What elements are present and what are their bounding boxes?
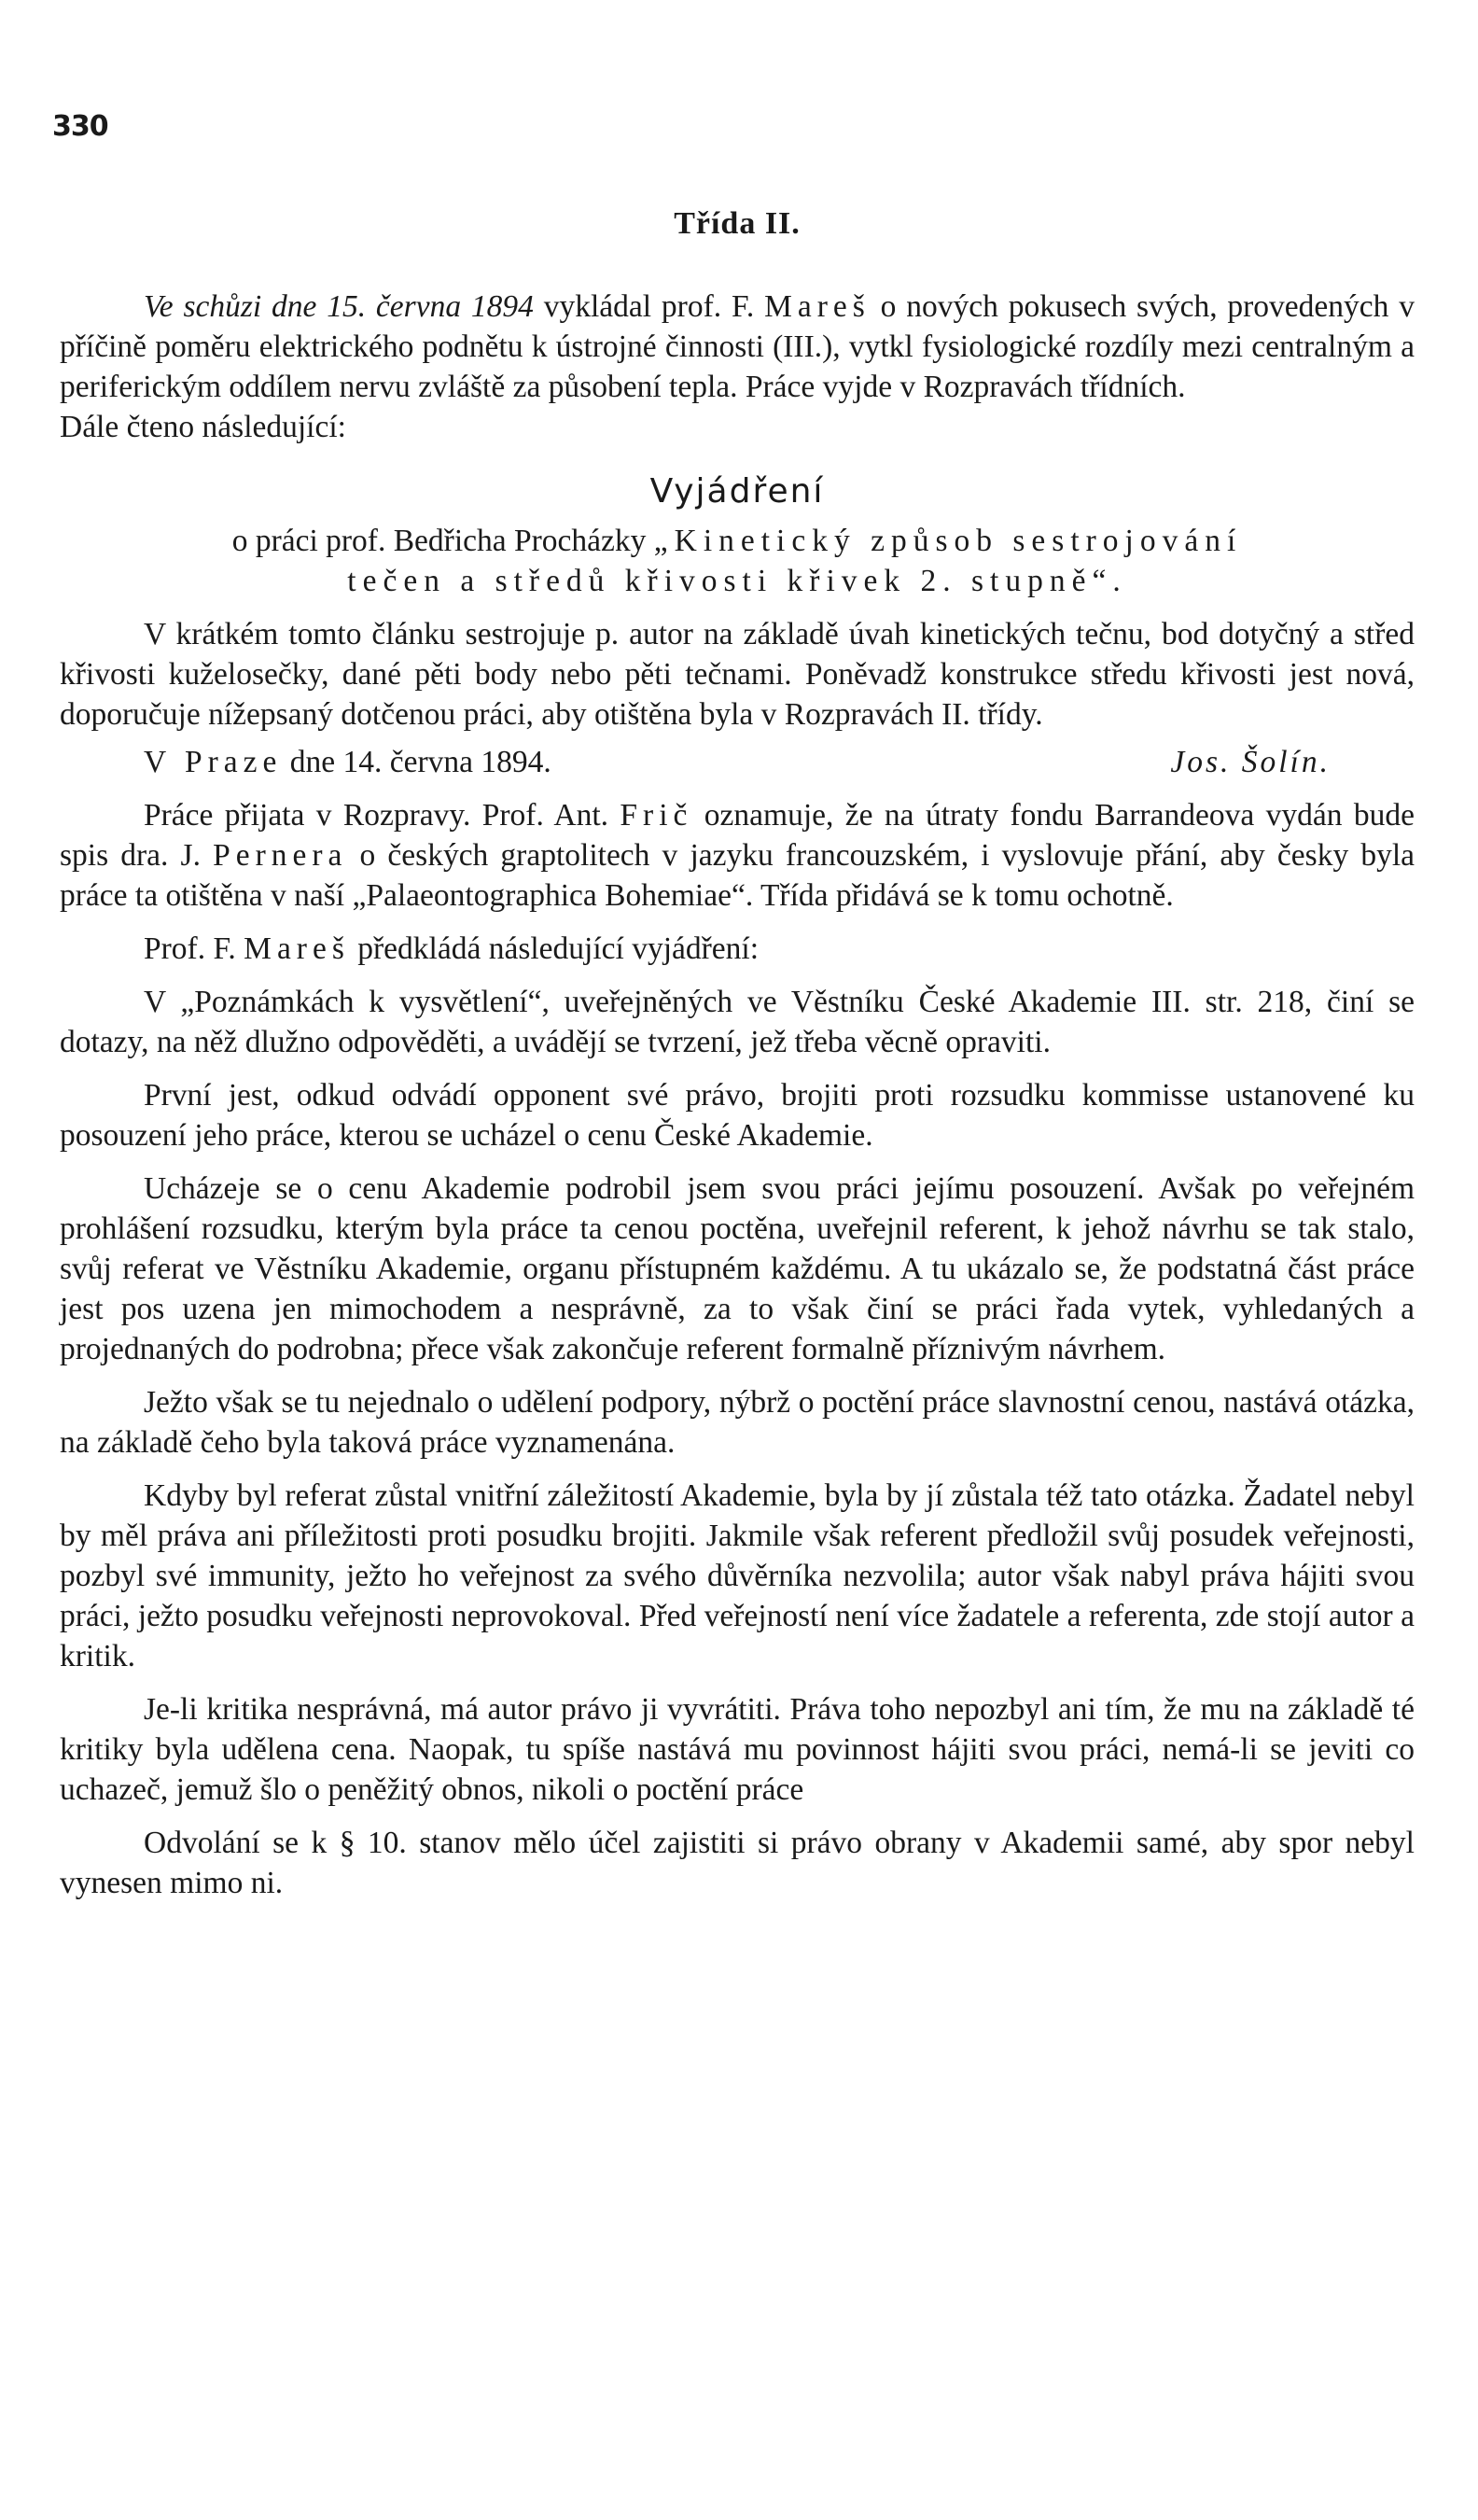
person-name: Mareš — [244, 931, 350, 966]
signature-place-date — [144, 742, 551, 782]
review-heading: Vyjádření — [649, 472, 825, 511]
signature-date: dne 14. června 1894. — [289, 745, 551, 779]
paragraph-text: Prof. F. — [144, 931, 244, 966]
session-date: Ve schůzi dne 15. června 1894 — [144, 289, 534, 324]
paragraph-criticism: Je-li kritika nesprávná, má autor právo ji vyvrátiti. Práva toho nepozbyl ani tím, že mu na základě té kritiky byla udělena cena. Naopak, tu spíše nastává mu povinnost hájiti svou práci, nemá-li se jeviti co uchazeč, jemuž šlo o peněžitý obnos, nikoli o poctění práce — [60, 1692, 1415, 1807]
paragraph-notes: V „Poznámkách k vysvětlení“, uveřejněných ve Věstníku České Akademie III. str. 218, činí se dotazy, na něž dlužno odpověděti, a uvádějí se tvrzení, jež třeba věcně opraviti. — [60, 985, 1415, 1059]
paragraph-text: vykládal prof. F. — [533, 289, 765, 324]
paragraph-appeal: Odvolání se k § 10. stanov mělo účel zajistiti si právo obrany v Akademii samé, aby spor nebyl vynesen mimo ni. — [60, 1826, 1415, 1900]
paragraph-acceptance — [60, 795, 1415, 916]
paragraph-submits — [60, 929, 1415, 969]
paragraph-however: Ježto však se tu nejednalo o udělení podpory, nýbrž o poctění práce slavnostní cenou, nastává otázka, na základě čeho byla taková práce vyznamenána. — [60, 1385, 1415, 1460]
reviewed-work-title: „Kinetický způsob sestrojování — [653, 524, 1243, 558]
section-title: Třída II. — [674, 206, 801, 241]
page-number: 330 — [52, 110, 108, 143]
review-intro — [60, 521, 1415, 601]
signature-name: Jos. Šolín. — [1170, 745, 1331, 779]
document-body — [60, 203, 1415, 1903]
signature-place: V Praze — [144, 745, 283, 779]
person-name: Pernera — [213, 838, 348, 873]
paragraph-applying: Ucházeje se o cenu Akademie podrobil jsem svou práci jejímu posouzení. Avšak po veřejném prohlášení rozsudku, kterým byla práce ta cenou poctěna, uveřejnil referent, k jehož návrhu se tak stalo, svůj referat ve Věstníku Akademie, organu přístupném každému. A tu ukázalo se, že podstatná část práce jest pos uzena jen mimochodem a nesprávně, za to však činí se práci řada vytek, vyhledaných a projednaných do podrobna; přece však zakončuje referent formalně příznivým návrhem. — [60, 1171, 1415, 1366]
signature-line — [60, 742, 1415, 782]
paragraph-read-following: Dále čteno následující: — [60, 410, 346, 444]
paragraph-text: Práce přijata v Rozpravy. Prof. Ant. — [144, 798, 620, 833]
person-name: Mareš — [764, 289, 871, 324]
person-name: Frič — [620, 798, 693, 833]
review-paragraph: V krátkém tomto článku sestrojuje p. autor na základě úvah kinetických tečnu, bod dotyčný a střed křivosti kuželosečky, dané pěti body nebo pěti tečnami. Poněvadž konstrukce středu křivosti jest nová, doporučuje nížepsaný dotčenou práci, aby otištěna byla v Rozpravách II. třídy. — [60, 617, 1415, 732]
paragraph-if: Kdyby byl referat zůstal vnitřní záležitostí Akademie, byla by jí zůstala též tato otázka. Žadatel nebyl by měl práva ani příležitosti proti posudku brojiti. Jakmile však referent předložil svůj posudek veřejnosti, pozbyl své immunity, ježto ho veřejnost za svého důvěrníka nezvolila; autor však nabyl práva hájiti svou práci, ježto posudku veřejnosti neprovokoval. Před veřejností není více žadatele a referenta, zde stojí autor a kritik. — [60, 1478, 1415, 1673]
paragraph-text: předkládá následující vyjádření: — [349, 931, 760, 966]
paragraph-text: o českých graptolitech v jazyku francouzském, i vyslovuje přání, aby česky byla práce ta otištěna v naší „Palaeontographica Bohemiae“. Třída přidává se k tomu ochotně. — [60, 838, 1415, 913]
review-intro-text: o práci prof. Bedřicha Procházky — [231, 524, 654, 558]
paragraph-text: oznamuje, že na útraty fondu Barrandeova vydán bude spis dra. J. — [60, 798, 1415, 873]
reviewed-work-title-cont: tečen a středů křivosti křivek 2. stupně“. — [347, 564, 1127, 598]
paragraph-text: o nových pokusech svých, provedených v příčině poměru elektrického podnětu k ústrojné činnosti (III.), vytkl fysiologické rozdíly mezi centralným a periferickým oddílem nervu zvláště za působení tepla. Práce vyjde v Rozpravách třídních. — [60, 289, 1415, 404]
paragraph-session — [60, 287, 1415, 407]
paragraph-first: První jest, odkud odvádí opponent své právo, brojiti proti rozsudku kommisse ustanovené ku posouzení jeho práce, kterou se ucházel o cenu České Akademie. — [60, 1078, 1415, 1153]
